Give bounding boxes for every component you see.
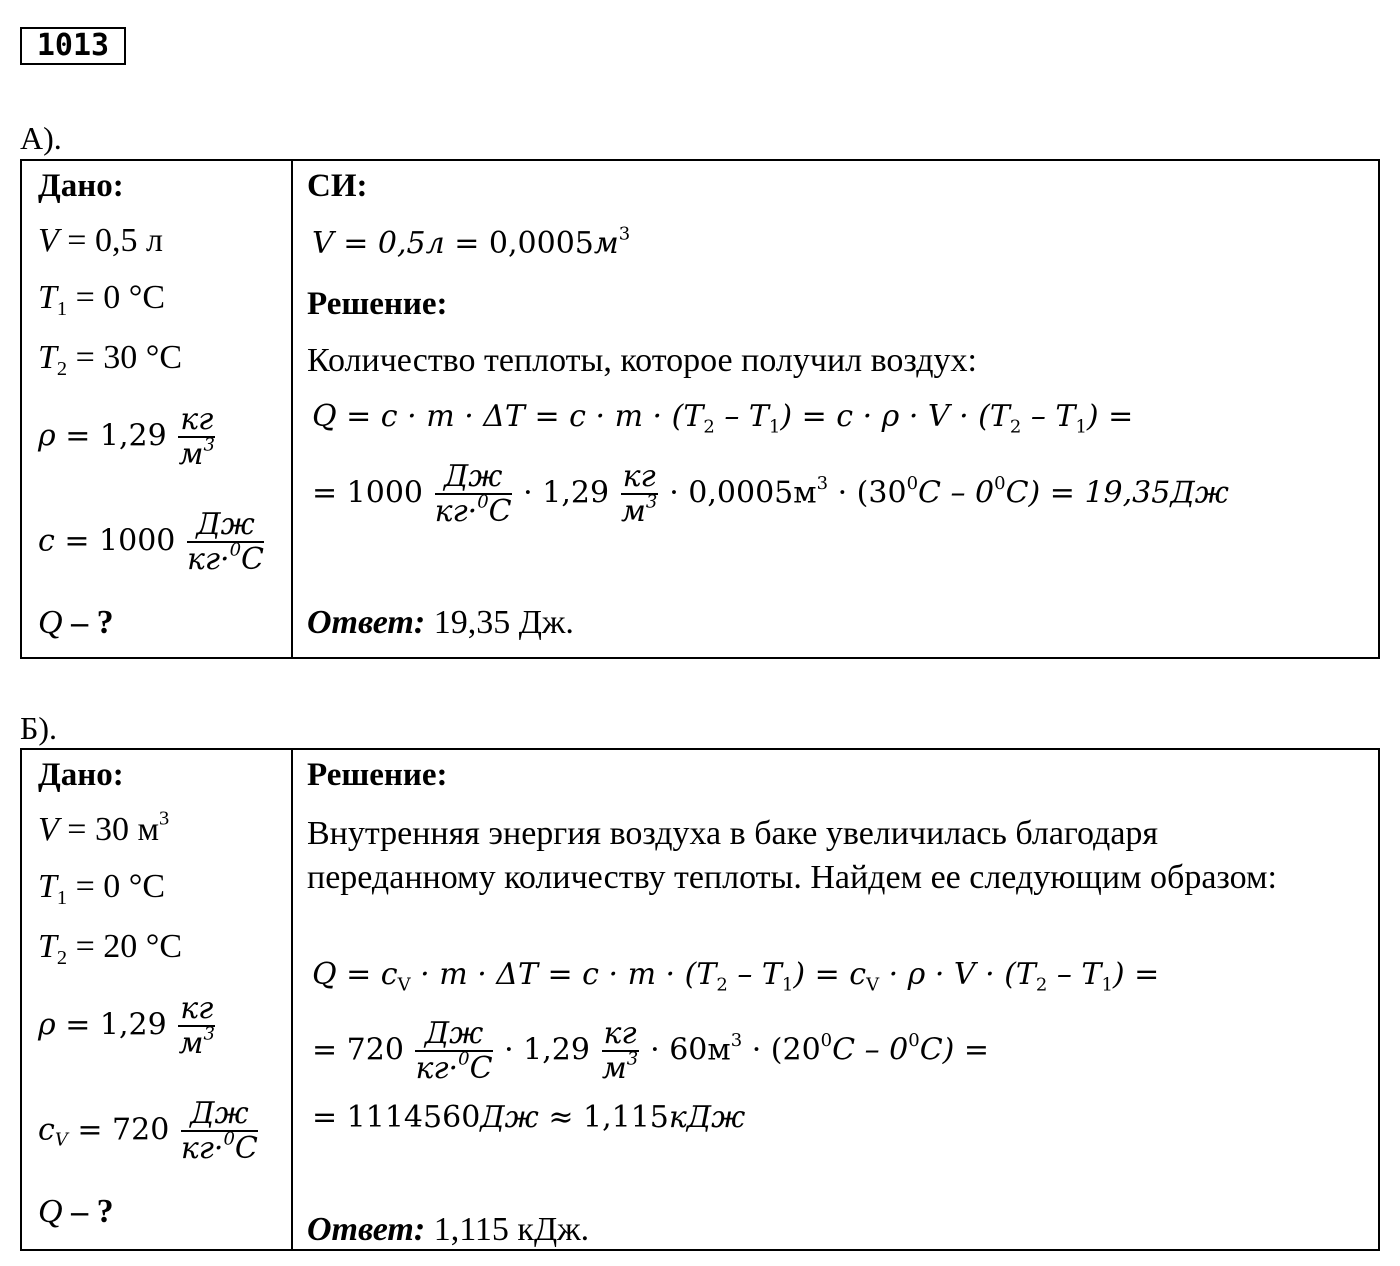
column-divider bbox=[291, 750, 293, 1249]
part-b-label: Б). bbox=[20, 710, 58, 746]
part-a-label: А). bbox=[20, 120, 62, 156]
formula-line-1: $Q = c_V \cdot m \cdot \Delta T = c \cdot m \cdot (T_2 - T_1) = c_V \cdot \rho \cdot V \cdot (T_2 - T_1)$ = bbox=[312, 957, 1160, 996]
given-temp-2: $T_2 = 20$ °C bbox=[38, 928, 183, 970]
solution-text: Количество теплоты, которое получил воздух: bbox=[307, 342, 977, 379]
solution-header: Решение: bbox=[307, 286, 448, 322]
formula-line-2: = 1000 $\frac{Дж}{кг\cdot^0C}$ · 1,29 $\frac{кг}{м^3}$ · $0,0005м^3 \cdot (30^0C - 0^0C) = 19,35Дж$ bbox=[312, 459, 1229, 529]
given-unknown: Q – ? bbox=[38, 604, 114, 641]
answer: Ответ: 1,115 кДж. bbox=[307, 1211, 590, 1248]
problem-number: 1013 bbox=[20, 27, 126, 65]
given-volume: V = 30 $м^3$ bbox=[38, 807, 170, 848]
given-temp-2: $T_2 = 30$ °C bbox=[38, 339, 183, 381]
column-divider bbox=[291, 161, 293, 657]
formula-line-2: = 720 $\frac{Дж}{кг\cdot^0C}$ · 1,29 $\frac{кг}{м^3}$ · $60м^3 \cdot (20^0C - 0^0C)$ = bbox=[312, 1016, 990, 1086]
given-header: Дано: bbox=[38, 168, 124, 204]
given-temp-1: $T_1 = 0$ °C bbox=[38, 279, 166, 321]
part-b-box bbox=[20, 748, 1380, 1251]
given-heat-capacity: $c_V = 720$ $\frac{Дж}{кг\cdot^0C}$ bbox=[38, 1096, 258, 1166]
answer: Ответ: 19,35 Дж. bbox=[307, 604, 574, 641]
solution-text: Внутренняя энергия воздуха в баке увеличилась благодаря переданному количеству теплоты. Найдем ее следующим образом: bbox=[307, 815, 1277, 896]
given-temp-1: $T_1 = 0$ °C bbox=[38, 868, 166, 910]
solution-header: Решение: bbox=[307, 757, 448, 793]
given-volume: V = 0,5 л bbox=[38, 222, 163, 259]
si-conversion: $V = 0,5л = 0,0005м^3$ bbox=[312, 223, 631, 261]
formula-line-3: = 1114560Дж ≈ 1,115кДж bbox=[312, 1100, 746, 1135]
given-unknown: Q – ? bbox=[38, 1193, 114, 1230]
part-a-box bbox=[20, 159, 1380, 659]
formula-line-1: $Q = c \cdot m \cdot \Delta T = c \cdot m \cdot (T_2 - T_1) = c \cdot \rho \cdot V \cdot (T_2 - T_1)$ = bbox=[312, 399, 1134, 438]
given-density: ρ = 1,29 $\frac{кг}{м^3}$ bbox=[38, 402, 215, 472]
si-header: СИ: bbox=[307, 168, 368, 204]
given-header: Дано: bbox=[38, 757, 124, 793]
given-density: ρ = 1,29 $\frac{кг}{м^3}$ bbox=[38, 991, 215, 1061]
given-heat-capacity: c = 1000 $\frac{Дж}{кг\cdot^0C}$ bbox=[38, 507, 264, 577]
